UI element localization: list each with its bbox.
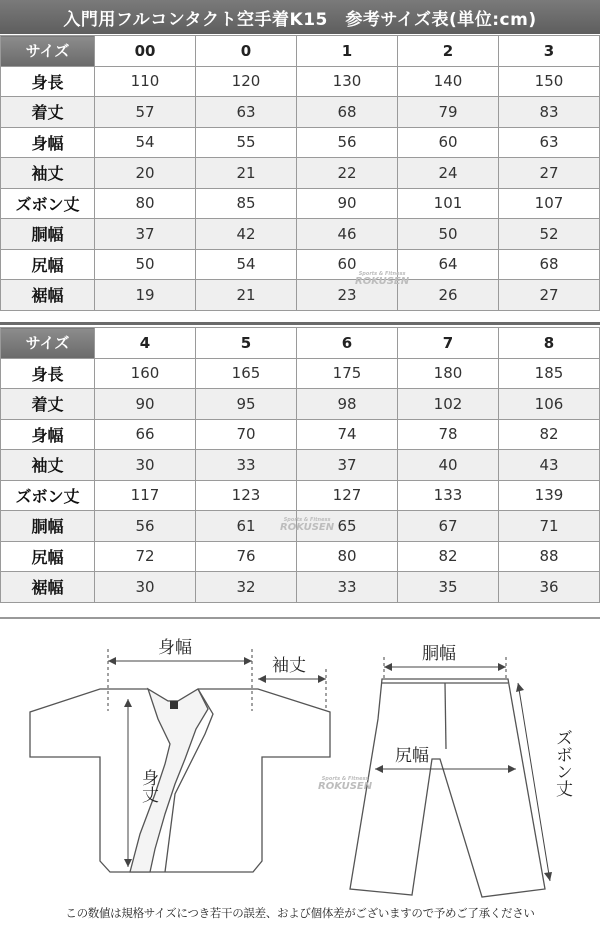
table-row — [1, 541, 600, 572]
table-cell: 80 — [95, 188, 196, 219]
table-cell: 82 — [398, 541, 499, 572]
row-label: 身長 — [1, 358, 95, 389]
row-label: 胴幅 — [1, 511, 95, 542]
size-header-row — [1, 36, 600, 67]
table-cell: 21 — [196, 280, 297, 311]
size-header-label: サイズ — [1, 36, 95, 67]
table-cell: 68 — [499, 249, 600, 280]
table-cell: 50 — [95, 249, 196, 280]
table-cell: 72 — [95, 541, 196, 572]
table-cell: 43 — [499, 450, 600, 481]
watermark: Sports & Fitness ROKUSEN — [280, 517, 335, 533]
table-cell: 57 — [95, 97, 196, 128]
table-cell: 101 — [398, 188, 499, 219]
table-row — [1, 280, 600, 311]
table-cell: 42 — [196, 219, 297, 250]
size-header-label: サイズ — [1, 328, 95, 359]
table-row — [1, 450, 600, 481]
label-waist-width: 胴幅 — [422, 644, 456, 664]
row-label: 尻幅 — [1, 541, 95, 572]
table-cell: 102 — [398, 389, 499, 420]
row-label: 袖丈 — [1, 450, 95, 481]
table-row — [1, 188, 600, 219]
table-row — [1, 249, 600, 280]
table-cell: 32 — [196, 572, 297, 603]
watermark: Sports & Fitness ROKUSEN — [355, 271, 410, 287]
table-cell: 22 — [297, 158, 398, 189]
table-cell: 117 — [95, 480, 196, 511]
table-cell: 67 — [398, 511, 499, 542]
size-table-2 — [0, 327, 600, 603]
table-cell: 133 — [398, 480, 499, 511]
table-cell: 90 — [297, 188, 398, 219]
table-cell: 30 — [95, 572, 196, 603]
table-cell: 88 — [499, 541, 600, 572]
table-cell: 21 — [196, 158, 297, 189]
pants-drawing — [350, 679, 545, 897]
table-cell: 65 — [297, 511, 398, 542]
table-cell: 175 — [297, 358, 398, 389]
table-cell: 61 — [196, 511, 297, 542]
table-cell: 140 — [398, 66, 499, 97]
table-cell: 78 — [398, 419, 499, 450]
label-pants-length: ズボン丈 — [552, 729, 572, 797]
size-header-cell: 00 — [95, 36, 196, 67]
garment-diagram — [0, 617, 600, 933]
table-cell: 90 — [95, 389, 196, 420]
table-row — [1, 419, 600, 450]
table-cell: 60 — [297, 249, 398, 280]
table-cell: 54 — [196, 249, 297, 280]
row-label: 胴幅 — [1, 219, 95, 250]
table-row — [1, 358, 600, 389]
row-label: 身幅 — [1, 419, 95, 450]
jacket-drawing — [30, 689, 330, 872]
table-cell: 71 — [499, 511, 600, 542]
table-row — [1, 219, 600, 250]
table-cell: 37 — [95, 219, 196, 250]
label-jacket-length: 身丈 — [138, 769, 158, 803]
table-cell: 107 — [499, 188, 600, 219]
table-cell: 123 — [196, 480, 297, 511]
watermark: Sports & Fitness ROKUSEN — [318, 776, 373, 792]
table-cell: 30 — [95, 450, 196, 481]
size-header-cell: 8 — [499, 328, 600, 359]
row-label: 着丈 — [1, 97, 95, 128]
table-cell: 139 — [499, 480, 600, 511]
table-cell: 160 — [95, 358, 196, 389]
table-cell: 68 — [297, 97, 398, 128]
table-cell: 36 — [499, 572, 600, 603]
size-header-cell: 4 — [95, 328, 196, 359]
size-header-row — [1, 328, 600, 359]
table-cell: 63 — [196, 97, 297, 128]
row-label: 身長 — [1, 66, 95, 97]
label-hip-width: 尻幅 — [395, 746, 429, 766]
jacket-tag — [170, 701, 178, 709]
size-header-cell: 2 — [398, 36, 499, 67]
table-row — [1, 389, 600, 420]
row-label: 裾幅 — [1, 572, 95, 603]
table-cell: 79 — [398, 97, 499, 128]
table-cell: 52 — [499, 219, 600, 250]
row-label: 尻幅 — [1, 249, 95, 280]
table-cell: 33 — [297, 572, 398, 603]
disclaimer-note: この数値は規格サイズにつき若干の誤差、および個体差がございますので予めご了承ください — [65, 906, 535, 920]
table-cell: 19 — [95, 280, 196, 311]
table-cell: 130 — [297, 66, 398, 97]
row-label: 身幅 — [1, 127, 95, 158]
table-cell: 56 — [95, 511, 196, 542]
table-row — [1, 158, 600, 189]
size-header-cell: 5 — [196, 328, 297, 359]
size-header-cell: 1 — [297, 36, 398, 67]
table-cell: 23 — [297, 280, 398, 311]
table-cell: 83 — [499, 97, 600, 128]
table-cell: 54 — [95, 127, 196, 158]
table-cell: 165 — [196, 358, 297, 389]
table-cell: 82 — [499, 419, 600, 450]
size-header-cell: 0 — [196, 36, 297, 67]
table-cell: 27 — [499, 280, 600, 311]
size-header-cell: 7 — [398, 328, 499, 359]
table-cell: 27 — [499, 158, 600, 189]
table-cell: 26 — [398, 280, 499, 311]
table-cell: 185 — [499, 358, 600, 389]
table-cell: 95 — [196, 389, 297, 420]
table-row — [1, 66, 600, 97]
table-cell: 64 — [398, 249, 499, 280]
label-jacket-width: 身幅 — [158, 638, 192, 658]
table-cell: 55 — [196, 127, 297, 158]
size-table-1 — [0, 35, 600, 311]
table-cell: 63 — [499, 127, 600, 158]
row-label: ズボン丈 — [1, 188, 95, 219]
table-cell: 127 — [297, 480, 398, 511]
table-cell: 33 — [196, 450, 297, 481]
table-cell: 70 — [196, 419, 297, 450]
table-row — [1, 97, 600, 128]
table-cell: 76 — [196, 541, 297, 572]
table-row — [1, 480, 600, 511]
table-row — [1, 572, 600, 603]
size-header-cell: 6 — [297, 328, 398, 359]
page-title: 入門用フルコンタクト空手着K15 参考サイズ表(単位:cm) — [0, 0, 600, 34]
table-cell: 110 — [95, 66, 196, 97]
size-header-cell: 3 — [499, 36, 600, 67]
table-cell: 24 — [398, 158, 499, 189]
table-cell: 20 — [95, 158, 196, 189]
table-cell: 35 — [398, 572, 499, 603]
table-row — [1, 127, 600, 158]
table-cell: 98 — [297, 389, 398, 420]
table-cell: 50 — [398, 219, 499, 250]
table-cell: 66 — [95, 419, 196, 450]
table-cell: 74 — [297, 419, 398, 450]
table-cell: 60 — [398, 127, 499, 158]
table-cell: 46 — [297, 219, 398, 250]
table-cell: 180 — [398, 358, 499, 389]
row-label: 着丈 — [1, 389, 95, 420]
label-sleeve-length: 袖丈 — [272, 656, 306, 676]
table-cell: 40 — [398, 450, 499, 481]
table-cell: 37 — [297, 450, 398, 481]
row-label: 袖丈 — [1, 158, 95, 189]
table-cell: 56 — [297, 127, 398, 158]
table-cell: 120 — [196, 66, 297, 97]
table-cell: 106 — [499, 389, 600, 420]
table-divider — [0, 322, 600, 325]
table-cell: 80 — [297, 541, 398, 572]
table-cell: 85 — [196, 188, 297, 219]
table-cell: 150 — [499, 66, 600, 97]
row-label: 裾幅 — [1, 280, 95, 311]
row-label: ズボン丈 — [1, 480, 95, 511]
